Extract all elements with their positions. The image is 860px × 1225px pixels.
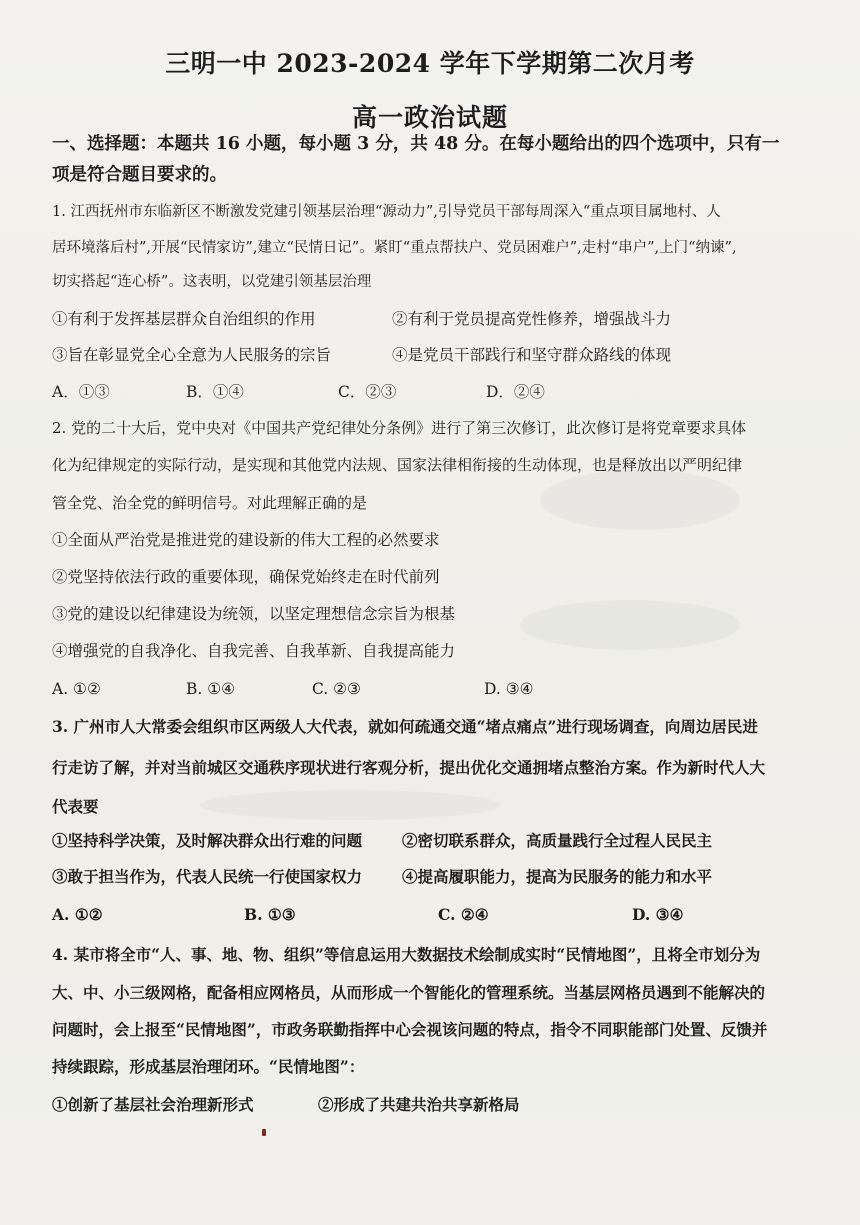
q3-option-c: C. ②④: [438, 905, 489, 924]
q4-statement-1: ①创新了基层社会治理新形式: [52, 1095, 254, 1114]
scan-smudge: [520, 600, 740, 650]
q4-stem-line3: 问题时，会上报至“民情地图”，市政务联勤指挥中心会视该问题的特点，指令不同职能部门处置、反馈并: [52, 1020, 768, 1039]
section-heading-line2: 项是符合题目要求的。: [52, 165, 227, 185]
q4-stem-line1: 4. 某市将全市“人、事、地、物、组织”等信息运用大数据技术绘制成实时“民情地图”，且将全市划分为: [52, 945, 761, 964]
q3-statement-1: ①坚持科学决策，及时解决群众出行难的问题: [52, 831, 363, 850]
q1-statement-2: ②有利于党员提高党性修养，增强战斗力: [392, 310, 672, 328]
q4-statement-2: ②形成了共建共治共享新格局: [318, 1095, 520, 1114]
q1-option-a: A．①③: [52, 383, 110, 401]
q3-stem-line1: 3. 广州市人大常委会组织市区两级人大代表，就如何疏通交通“堵点痛点”进行现场调查，向周边居民进: [52, 717, 758, 736]
q2-option-c: C. ②③: [312, 680, 361, 698]
q3-option-b: B. ①③: [244, 905, 296, 924]
q1-statement-3: ③旨在彰显党全心全意为人民服务的宗旨: [52, 346, 332, 364]
q1-statement-4: ④是党员干部践行和坚守群众路线的体现: [392, 346, 672, 364]
q3-statement-2: ②密切联系群众，高质量践行全过程人民民主: [402, 831, 713, 850]
q1-statement-1: ①有利于发挥基层群众自治组织的作用: [52, 310, 316, 328]
q2-option-d: D. ③④: [484, 680, 534, 698]
q1-stem-line2: 居环境落后村”,开展“民情家访”,建立“民情日记”。紧盯“重点帮扶户、党员困难户”,走村“串户”,上门“纳谏”,: [52, 240, 737, 256]
q2-statement-1: ①全面从严治党是推进党的建设新的伟大工程的必然要求: [52, 531, 440, 549]
q1-option-b: B．①④: [186, 383, 244, 401]
q3-option-d: D. ③④: [632, 905, 684, 924]
q2-stem-line1: 2. 党的二十大后，党中央对《中国共产党纪律处分条例》进行了第三次修订，此次修订是将党章要求具体: [52, 419, 747, 437]
exam-title: 三明一中 2023-2024 学年下学期第二次月考: [165, 49, 695, 78]
q1-stem-line3: 切实搭起“连心桥”。这表明，以党建引领基层治理: [52, 274, 372, 290]
q4-stem-line4: 持续跟踪，形成基层治理闭环。“民情地图”：: [52, 1057, 365, 1076]
q1-stem-line1: 1. 江西抚州市东临新区不断激发党建引领基层治理“源动力”,引导党员干部每周深入“重点项目属地村、人: [52, 204, 721, 220]
q3-stem-line2: 行走访了解，并对当前城区交通秩序现状进行客观分析，提出优化交通拥堵点整治方案。作为新时代人大: [52, 758, 766, 777]
q3-option-a: A. ①②: [52, 905, 103, 924]
q4-stem-line2: 大、中、小三级网格，配备相应网格员，从而形成一个智能化的管理系统。当基层网格员遇到不能解决的: [52, 983, 766, 1002]
q2-stem-line3: 管全党、治全党的鲜明信号。对此理解正确的是: [52, 494, 368, 512]
q3-statement-4: ④提高履职能力，提高为民服务的能力和水平: [402, 867, 713, 886]
section-heading-line1: 一、选择题：本题共 16 小题，每小题 3 分，共 48 分。在每小题给出的四个选项中，只有一: [52, 134, 780, 154]
q2-option-a: A. ①②: [52, 680, 101, 698]
q3-stem-line3: 代表要: [52, 797, 99, 816]
ink-speck: [262, 1129, 266, 1136]
q2-statement-2: ②党坚持依法行政的重要体现，确保党始终走在时代前列: [52, 568, 440, 586]
q2-statement-4: ④增强党的自我净化、自我完善、自我革新、自我提高能力: [52, 642, 456, 660]
q2-statement-3: ③党的建设以纪律建设为统领，以坚定理想信念宗旨为根基: [52, 605, 456, 623]
q3-statement-3: ③敢于担当作为，代表人民统一行使国家权力: [52, 867, 363, 886]
q2-stem-line2: 化为纪律规定的实际行动，是实现和其他党内法规、国家法律相衔接的生动体现，也是释放出以严明纪律: [52, 456, 743, 474]
q1-option-c: C．②③: [338, 383, 397, 401]
q2-option-b: B. ①④: [186, 680, 236, 698]
q1-option-d: D．②④: [486, 383, 545, 401]
exam-subtitle: 高一政治试题: [351, 103, 508, 132]
